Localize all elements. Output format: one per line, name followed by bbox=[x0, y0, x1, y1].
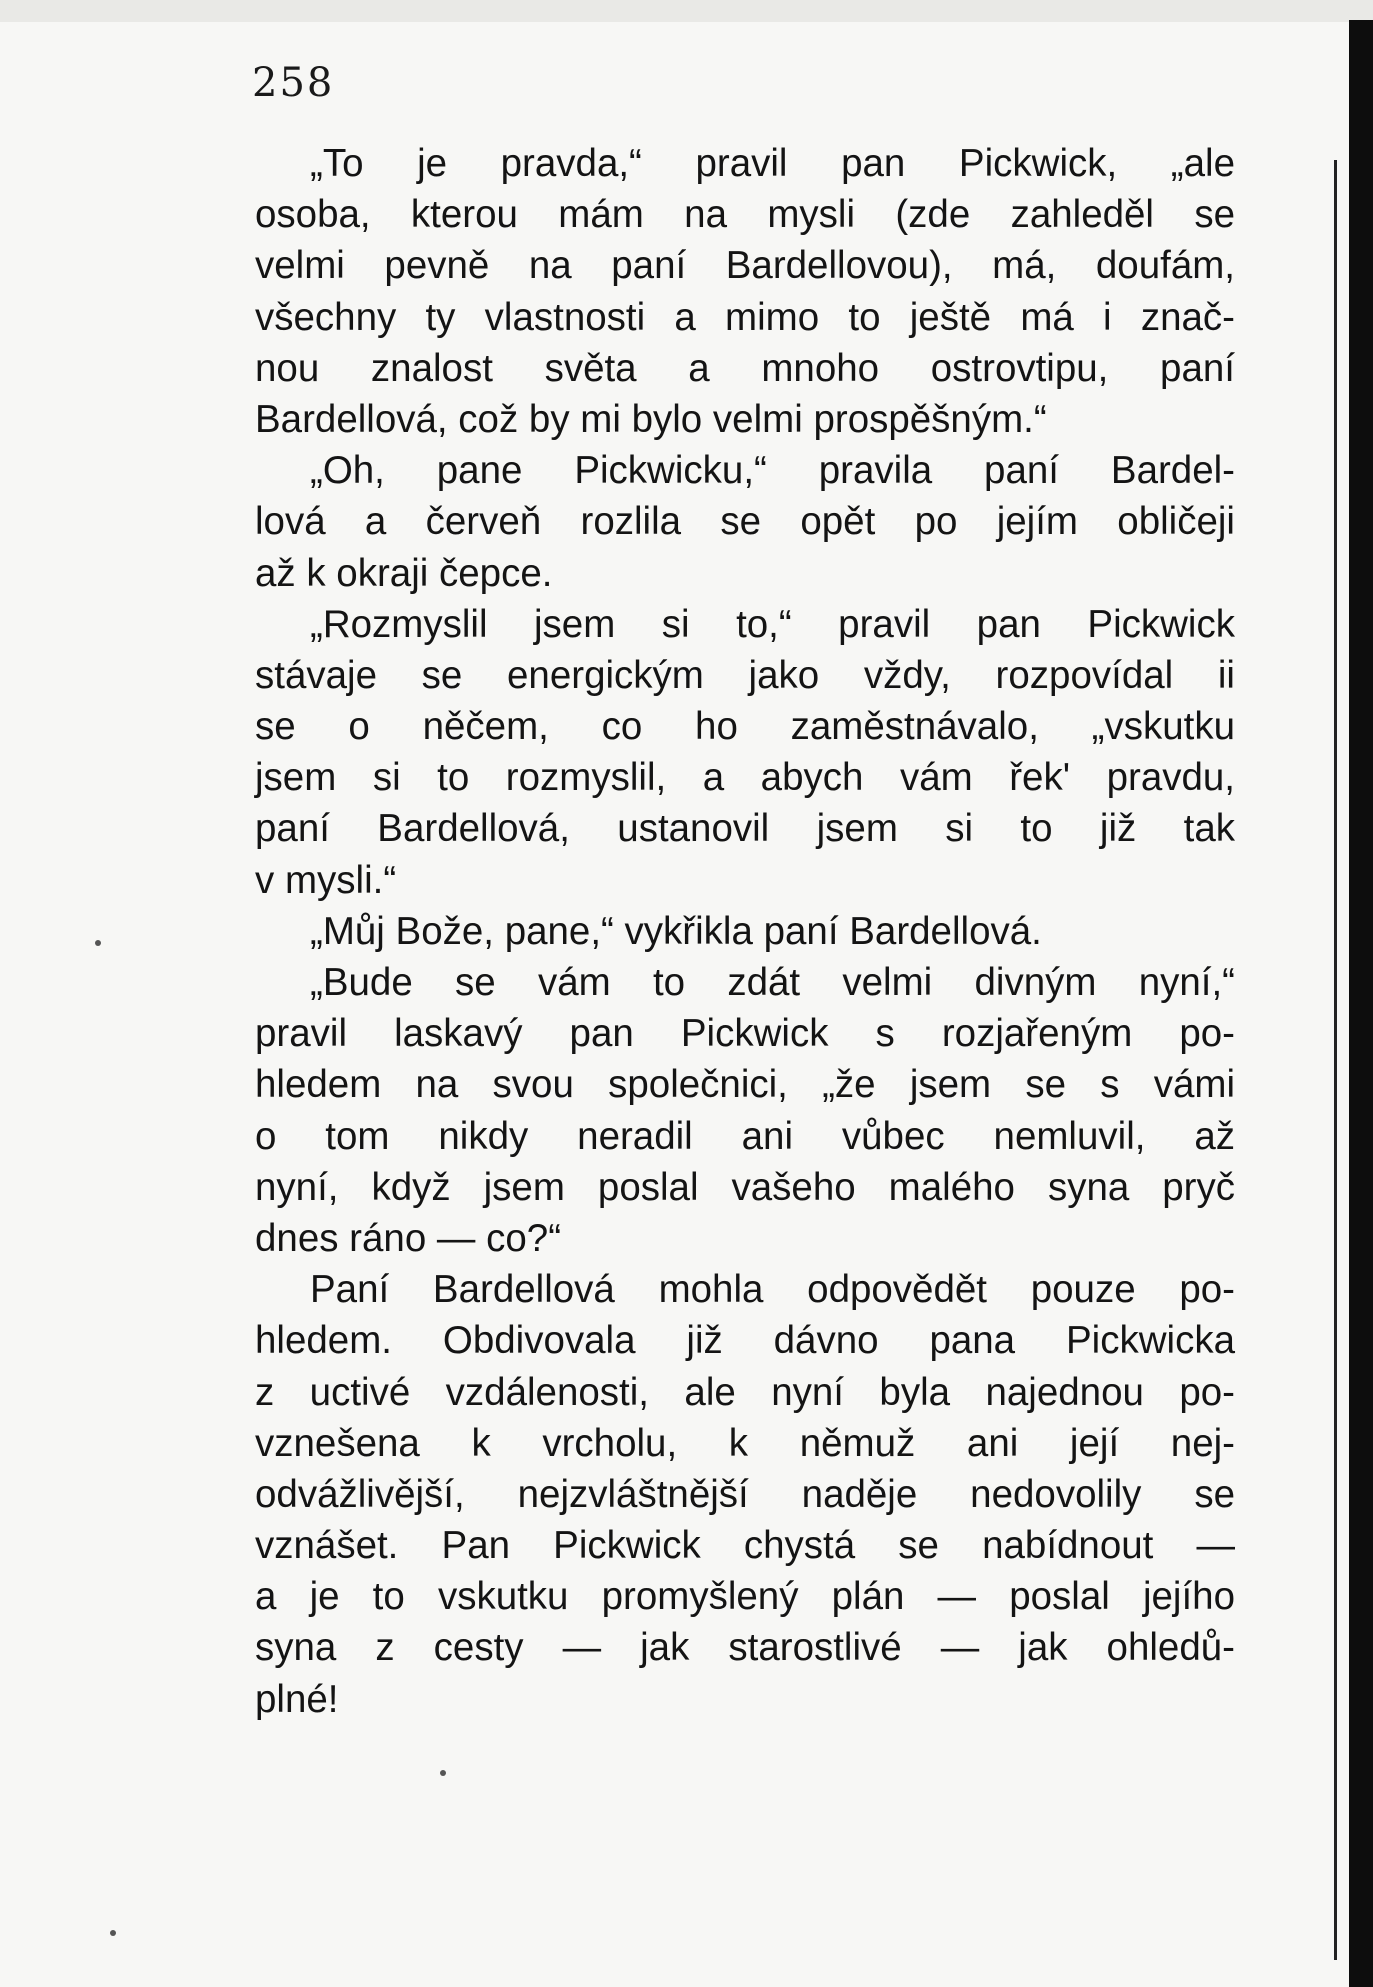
print-speck bbox=[440, 1770, 446, 1776]
text-line: v mysli.“ bbox=[255, 858, 397, 902]
text-line: paní Bardellová, ustanovil jsem si to již tak bbox=[255, 807, 1235, 851]
text-line: Bardellová, což by mi bylo velmi prospěšným.“ bbox=[255, 397, 1047, 441]
text-line: hledem na svou společnici, „že jsem se s vámi bbox=[255, 1063, 1235, 1107]
text-line: dnes ráno — co?“ bbox=[255, 1216, 562, 1260]
text-line: se o něčem, co ho zaměstnávalo, „vskutku bbox=[255, 705, 1235, 749]
page-number: 258 bbox=[252, 60, 335, 106]
text-line: až k okraji čepce. bbox=[255, 551, 553, 595]
text-line: pravil laskavý pan Pickwick s rozjařeným po- bbox=[255, 1012, 1235, 1056]
text-line: jsem si to rozmyslil, a abych vám řek' pravdu, bbox=[255, 756, 1235, 800]
text-line: vznášet. Pan Pickwick chystá se nabídnout — bbox=[255, 1524, 1235, 1568]
print-speck bbox=[110, 1930, 116, 1936]
text-line: a je to vskutku promyšlený plán — poslal jejího bbox=[255, 1575, 1235, 1619]
text-line: velmi pevně na paní Bardellovou), má, doufám, bbox=[255, 244, 1235, 288]
text-line: plné! bbox=[255, 1677, 339, 1721]
text-line: lová a červeň rozlila se opět po jejím obličeji bbox=[255, 500, 1235, 544]
text-line: Paní Bardellová mohla odpovědět pouze po- bbox=[310, 1268, 1235, 1312]
text-line: „Bude se vám to zdát velmi divným nyní,“ bbox=[310, 961, 1235, 1004]
text-line: nyní, když jsem poslal vašeho malého syna pryč bbox=[255, 1165, 1235, 1209]
text-line: stávaje se energickým jako vždy, rozpovídal ii bbox=[255, 653, 1235, 697]
print-speck bbox=[95, 940, 101, 946]
text-line: všechny ty vlastnosti a mimo to ještě má i znač- bbox=[255, 295, 1235, 339]
text-line: syna z cesty — jak starostlivé — jak ohledů- bbox=[255, 1626, 1235, 1670]
text-line: vznešena k vrcholu, k němuž ani její nej- bbox=[255, 1421, 1235, 1465]
text-line: „Oh, pane Pickwicku,“ pravila paní Bardel- bbox=[310, 449, 1235, 493]
page-binding-rule bbox=[1334, 160, 1337, 1960]
text-line: z uctivé vzdálenosti, ale nyní byla najednou po- bbox=[255, 1370, 1235, 1414]
page-right-edge bbox=[1349, 20, 1373, 1987]
body-text bbox=[255, 138, 1235, 1725]
text-line: „To je pravda,“ pravil pan Pickwick, „ale bbox=[310, 142, 1235, 185]
text-line: odvážlivější, nejzvláštnější naděje nedovolily se bbox=[255, 1472, 1235, 1516]
text-line: hledem. Obdivovala již dávno pana Pickwicka bbox=[255, 1319, 1235, 1363]
page-top-shadow bbox=[0, 0, 1373, 22]
text-line: o tom nikdy neradil ani vůbec nemluvil, až bbox=[255, 1114, 1235, 1158]
text-line: „Rozmyslil jsem si to,“ pravil pan Pickwick bbox=[310, 602, 1235, 646]
text-line: osoba, kterou mám na mysli (zde zahleděl se bbox=[255, 193, 1235, 237]
text-line: nou znalost světa a mnoho ostrovtipu, paní bbox=[255, 346, 1235, 390]
text-line: „Můj Bože, pane,“ vykřikla paní Bardellová. bbox=[310, 909, 1042, 953]
